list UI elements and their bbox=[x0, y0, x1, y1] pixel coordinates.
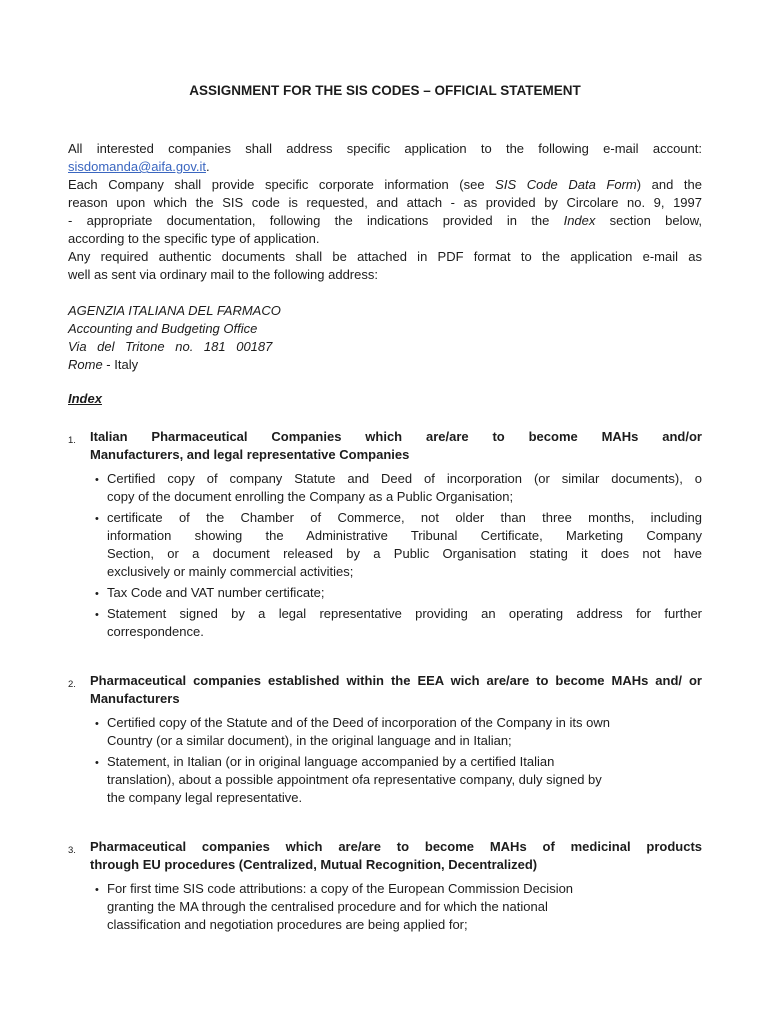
text-line bbox=[68, 212, 702, 230]
text-segment: Pharmaceutical companies established within the EEA wich are/are to become MAHs and/ or bbox=[90, 673, 702, 688]
text-line bbox=[107, 584, 702, 602]
text-segment: section below, bbox=[595, 213, 703, 228]
text-segment: Each Company shall provide specific corporate information (see bbox=[68, 177, 496, 192]
text-segment: Statement, in Italian (or in original language accompanied by a certified Italian bbox=[107, 754, 555, 769]
text-segment: information showing the Administrative Tribunal Certificate, Marketing Company bbox=[107, 528, 702, 543]
text-line bbox=[68, 266, 702, 284]
text-segment: Certified copy of the Statute and of the Deed of incorporation of the Company in its own bbox=[107, 715, 610, 730]
text-segment: Accounting and Budgeting Office bbox=[68, 321, 258, 336]
text-line bbox=[107, 623, 702, 641]
index-section bbox=[68, 672, 702, 810]
bullet-item bbox=[95, 714, 702, 750]
text-line bbox=[107, 732, 702, 750]
section-heading bbox=[90, 838, 702, 874]
email-link[interactable]: sisdomanda@aifa.gov.it bbox=[68, 159, 206, 174]
text-segment: - appropriate documentation, following the indications provided in the bbox=[68, 213, 564, 228]
text-segment: Manufacturers bbox=[90, 691, 180, 706]
bullet-item bbox=[95, 509, 702, 581]
section-bullets bbox=[90, 470, 702, 641]
bullet-text bbox=[107, 605, 702, 641]
text-segment: SIS Code Data Form bbox=[495, 177, 637, 192]
bullet-item bbox=[95, 880, 702, 934]
text-segment: the company legal representative. bbox=[107, 790, 303, 805]
text-segment: classification and negotiation procedures are being applied for; bbox=[107, 917, 468, 932]
text-line bbox=[90, 672, 702, 690]
index-section bbox=[68, 428, 702, 644]
text-line bbox=[107, 545, 702, 563]
document-title: ASSIGNMENT FOR THE SIS CODES – OFFICIAL STATEMENT bbox=[189, 83, 581, 98]
text-segment: - Italy bbox=[102, 357, 139, 372]
text-line bbox=[107, 880, 702, 898]
text-line bbox=[90, 428, 702, 446]
bullet-text bbox=[107, 470, 702, 506]
intro-paragraphs bbox=[68, 140, 702, 284]
text-segment: Rome bbox=[68, 357, 103, 372]
bullet-dot-icon: • bbox=[95, 757, 99, 769]
text-segment: exclusively or mainly commercial activities; bbox=[107, 564, 354, 579]
bullet-dot-icon: • bbox=[95, 474, 99, 486]
bullet-text bbox=[107, 753, 702, 807]
text-segment: translation), about a possible appointment ofa representative company, duly signed by bbox=[107, 772, 602, 787]
text-line bbox=[90, 446, 702, 464]
text-segment: Index bbox=[563, 213, 596, 228]
text-segment: Statement signed by a legal representative providing an operating address for further bbox=[107, 606, 702, 621]
text-line bbox=[107, 605, 702, 623]
text-segment: certificate of the Chamber of Commerce, not older than three months, including bbox=[107, 510, 702, 525]
section-bullets bbox=[90, 714, 702, 807]
bullet-dot-icon: • bbox=[95, 718, 99, 730]
text-line bbox=[107, 527, 702, 545]
section-heading bbox=[90, 672, 702, 708]
text-line bbox=[68, 176, 702, 194]
text-line bbox=[107, 753, 702, 771]
text-line bbox=[68, 158, 702, 176]
section-number: 1. bbox=[68, 435, 76, 446]
bullet-text bbox=[107, 584, 702, 602]
text-line bbox=[107, 563, 702, 581]
bullet-text bbox=[107, 714, 702, 750]
text-line bbox=[90, 838, 702, 856]
text-segment: . bbox=[205, 159, 210, 174]
text-segment: All interested companies shall address specific application to the following e-mail account: bbox=[68, 141, 702, 156]
bullet-item bbox=[95, 605, 702, 641]
text-line bbox=[107, 771, 702, 789]
text-line bbox=[107, 509, 702, 527]
section-bullets bbox=[90, 880, 702, 934]
section-body bbox=[90, 672, 702, 810]
text-segment: well as sent via ordinary mail to the following address: bbox=[68, 267, 378, 282]
text-line bbox=[90, 690, 702, 708]
text-line bbox=[68, 248, 702, 266]
text-segment: Any required authentic documents shall be attached in PDF format to the application e-mail as bbox=[68, 249, 702, 264]
section-heading bbox=[90, 428, 702, 464]
text-line bbox=[107, 488, 702, 506]
text-line bbox=[68, 140, 702, 158]
text-segment: Italian Pharmaceutical Companies which are/are to become MAHs and/or bbox=[90, 429, 702, 444]
bullet-dot-icon: • bbox=[95, 609, 99, 621]
bullet-item bbox=[95, 584, 702, 602]
text-line bbox=[90, 856, 702, 874]
address-block bbox=[68, 302, 702, 374]
text-segment: Via del Tritone no. 181 00187 bbox=[68, 339, 273, 354]
section-body bbox=[90, 838, 702, 937]
text-line bbox=[68, 320, 702, 338]
bullet-text bbox=[107, 509, 702, 581]
bullet-text bbox=[107, 880, 702, 934]
section-number: 3. bbox=[68, 845, 76, 856]
text-line bbox=[68, 356, 702, 374]
text-line bbox=[107, 470, 702, 488]
text-line bbox=[68, 194, 702, 212]
index-heading: Index bbox=[68, 391, 102, 406]
text-line bbox=[107, 714, 702, 732]
index-section bbox=[68, 838, 702, 937]
text-segment: granting the MA through the centralised procedure and for which the national bbox=[107, 899, 548, 914]
text-line bbox=[68, 338, 702, 356]
text-segment: Tax Code and VAT number certificate; bbox=[107, 585, 325, 600]
text-segment: reason upon which the SIS code is requested, and attach - as provided by Circolare no. 9, 1997 bbox=[68, 195, 702, 210]
text-segment: Certified copy of company Statute and Deed of incorporation (or similar documents), o bbox=[107, 471, 702, 486]
text-line bbox=[107, 916, 702, 934]
index-sections bbox=[68, 428, 702, 937]
section-number: 2. bbox=[68, 679, 76, 690]
text-segment: Country (or a similar document), in the original language and in Italian; bbox=[107, 733, 512, 748]
text-segment: Section, or a document released by a Public Organisation stating it does not have bbox=[107, 546, 702, 561]
bullet-dot-icon: • bbox=[95, 884, 99, 896]
bullet-item bbox=[95, 470, 702, 506]
text-segment: correspondence. bbox=[107, 624, 204, 639]
text-segment: through EU procedures (Centralized, Mutual Recognition, Decentralized) bbox=[90, 857, 538, 872]
text-segment: AGENZIA ITALIANA DEL FARMACO bbox=[68, 303, 281, 318]
bullet-dot-icon: • bbox=[95, 513, 99, 525]
text-segment: according to the specific type of application. bbox=[68, 231, 320, 246]
section-body bbox=[90, 428, 702, 644]
bullet-item bbox=[95, 753, 702, 807]
text-line bbox=[68, 302, 702, 320]
text-segment: ) and the bbox=[636, 177, 703, 192]
text-line bbox=[107, 789, 702, 807]
bullet-dot-icon: • bbox=[95, 588, 99, 600]
text-segment: For first time SIS code attributions: a copy of the European Commission Decision bbox=[107, 881, 574, 896]
text-segment: copy of the document enrolling the Company as a Public Organisation; bbox=[107, 489, 514, 504]
text-segment: Pharmaceutical companies which are/are to become MAHs of medicinal products bbox=[90, 839, 702, 854]
text-line bbox=[107, 898, 702, 916]
text-line bbox=[68, 230, 702, 248]
text-segment: Manufacturers, and legal representative Companies bbox=[90, 447, 410, 462]
